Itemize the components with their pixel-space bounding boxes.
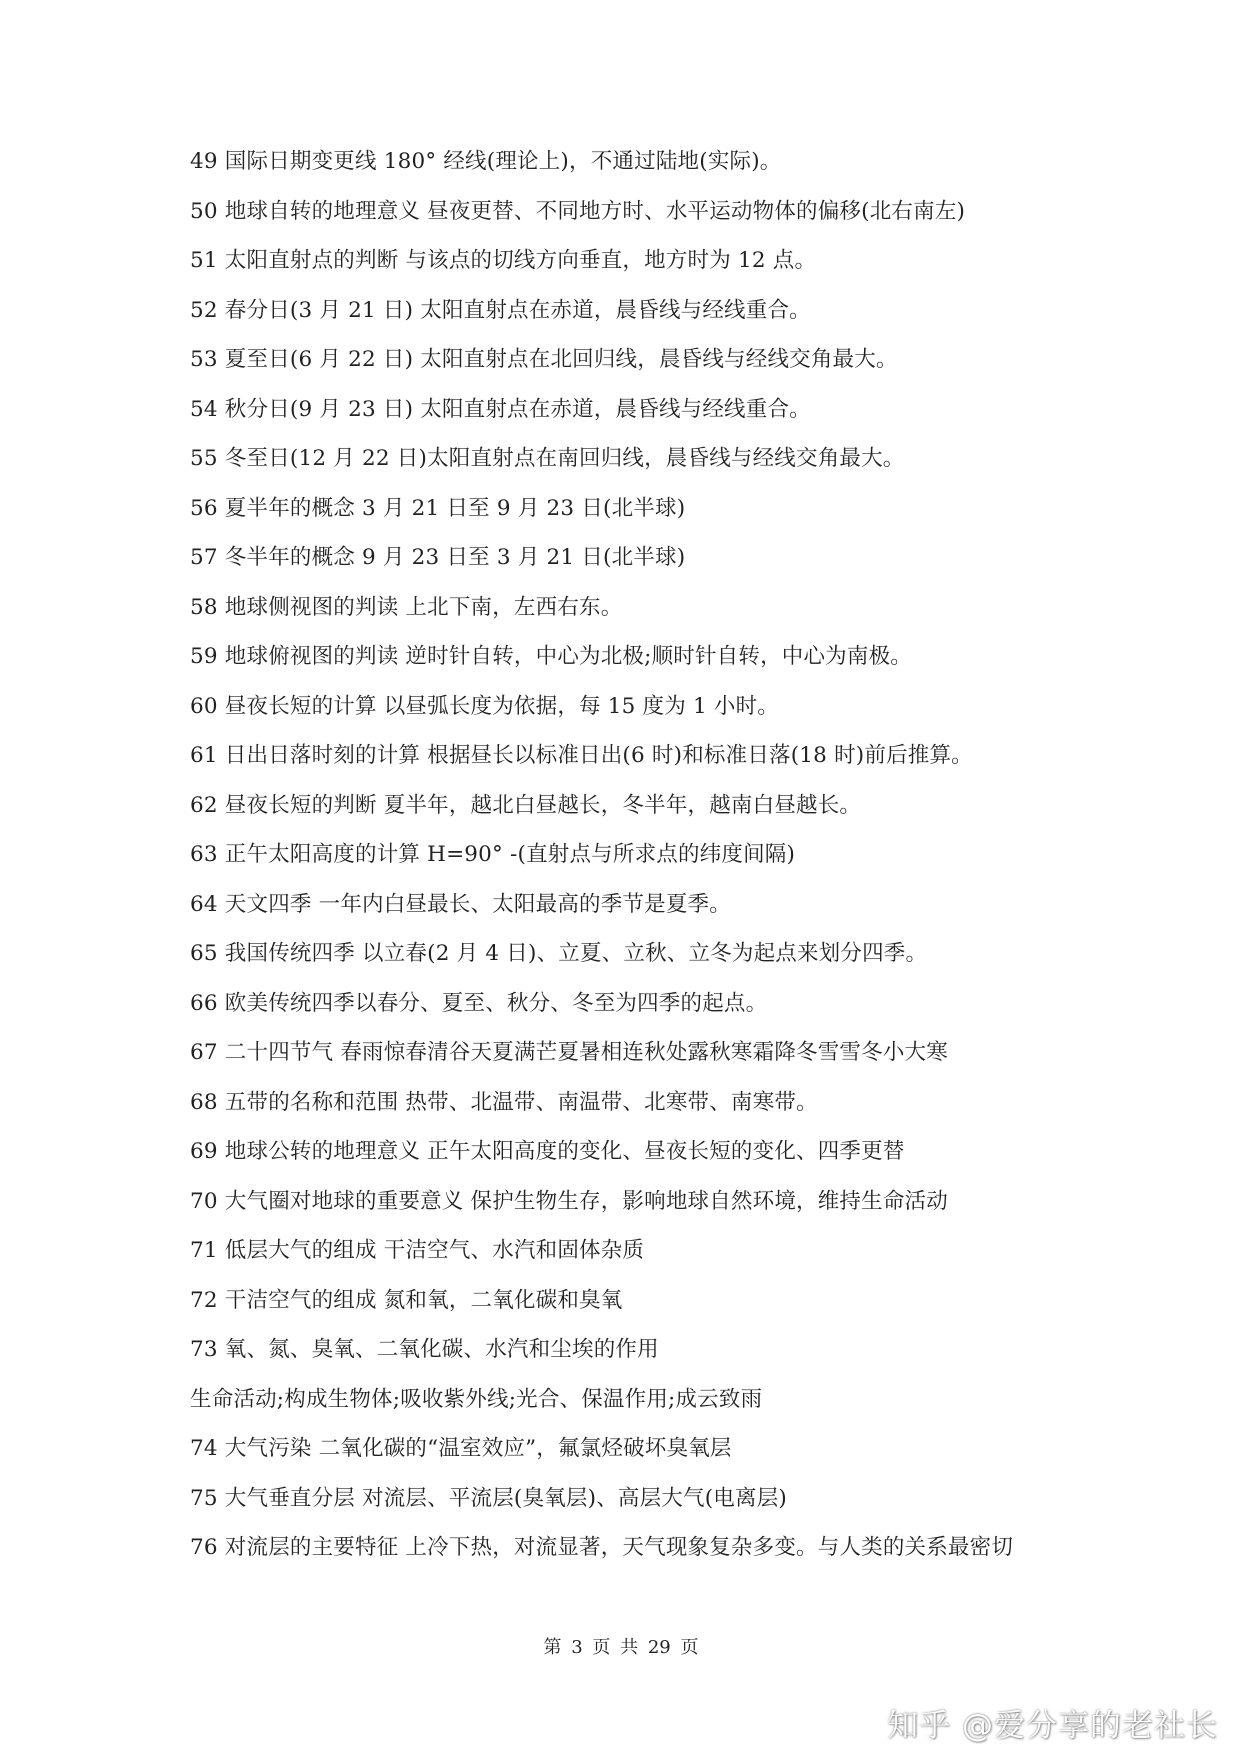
text-line: 55 冬至日(12 月 22 日)太阳直射点在南回归线，晨昏线与经线交角最大。 <box>190 446 905 471</box>
text-line: 60 昼夜长短的计算 以昼弧长度为依据，每 15 度为 1 小时。 <box>190 694 780 719</box>
text-line: 74 大气污染 二氧化碳的“温室效应”，氟氯烃破坏臭氧层 <box>190 1436 732 1461</box>
text-line: 68 五带的名称和范围 热带、北温带、南温带、北寒带、南寒带。 <box>190 1090 818 1115</box>
text-line: 50 地球自转的地理意义 昼夜更替、不同地方时、水平运动物体的偏移(北右南左) <box>190 199 966 224</box>
text-line: 49 国际日期变更线 180° 经线(理论上)，不通过陆地(实际)。 <box>190 149 782 174</box>
page-footer: 第 3 页 共 29 页 <box>543 1637 699 1658</box>
text-line: 51 太阳直射点的判断 与该点的切线方向垂直，地方时为 12 点。 <box>190 248 817 273</box>
text-line: 62 昼夜长短的判断 夏半年，越北白昼越长，冬半年，越南白昼越长。 <box>190 793 862 818</box>
text-line: 64 天文四季 一年内白昼最长、太阳最高的季节是夏季。 <box>190 892 731 917</box>
watermark: 知乎 @爱分享的老社长 <box>887 1708 1218 1744</box>
text-line: 67 二十四节气 春雨惊春清谷天夏满芒夏暑相连秋处露秋寒霜降冬雪雪冬小大寒 <box>190 1040 948 1065</box>
text-line: 71 低层大气的组成 干洁空气、水汽和固体杂质 <box>190 1238 645 1263</box>
text-line: 59 地球俯视图的判读 逆时针自转，中心为北极;顺时针自转，中心为南极。 <box>190 644 912 669</box>
text-line: 75 大气垂直分层 对流层、平流层(臭氧层)、高层大气(电离层) <box>190 1486 787 1511</box>
text-line: 53 夏至日(6 月 22 日) 太阳直射点在北回归线，晨昏线与经线交角最大。 <box>190 347 898 372</box>
text-line: 生命活动;构成生物体;吸收紫外线;光合、保温作用;成云致雨 <box>190 1387 763 1412</box>
text-line: 58 地球侧视图的判读 上北下南，左西右东。 <box>190 595 623 620</box>
text-line: 57 冬半年的概念 9 月 23 日至 3 月 21 日(北半球) <box>190 545 686 570</box>
text-line: 63 正午太阳高度的计算 H=90° -(直射点与所求点的纬度间隔) <box>190 842 796 867</box>
text-line: 54 秋分日(9 月 23 日) 太阳直射点在赤道，晨昏线与经线重合。 <box>190 397 811 422</box>
text-line: 61 日出日落时刻的计算 根据昼长以标准日出(6 时)和标准日落(18 时)前后推算。 <box>190 743 973 768</box>
text-line: 70 大气圈对地球的重要意义 保护生物生存，影响地球自然环境，维持生命活动 <box>190 1189 948 1214</box>
text-line: 73 氧、氮、臭氧、二氧化碳、水汽和尘埃的作用 <box>190 1337 659 1362</box>
text-line: 76 对流层的主要特征 上冷下热，对流显著，天气现象复杂多变。与人类的关系最密切 <box>190 1535 1014 1560</box>
text-line: 66 欧美传统四季以春分、夏至、秋分、冬至为四季的起点。 <box>190 991 768 1016</box>
text-line: 56 夏半年的概念 3 月 21 日至 9 月 23 日(北半球) <box>190 496 686 521</box>
text-line: 69 地球公转的地理意义 正午太阳高度的变化、昼夜长短的变化、四季更替 <box>190 1139 905 1164</box>
text-line: 52 春分日(3 月 21 日) 太阳直射点在赤道，晨昏线与经线重合。 <box>190 298 811 323</box>
text-line: 65 我国传统四季 以立春(2 月 4 日)、立夏、立秋、立冬为起点来划分四季。 <box>190 941 928 966</box>
text-line: 72 干洁空气的组成 氮和氧，二氧化碳和臭氧 <box>190 1288 623 1313</box>
